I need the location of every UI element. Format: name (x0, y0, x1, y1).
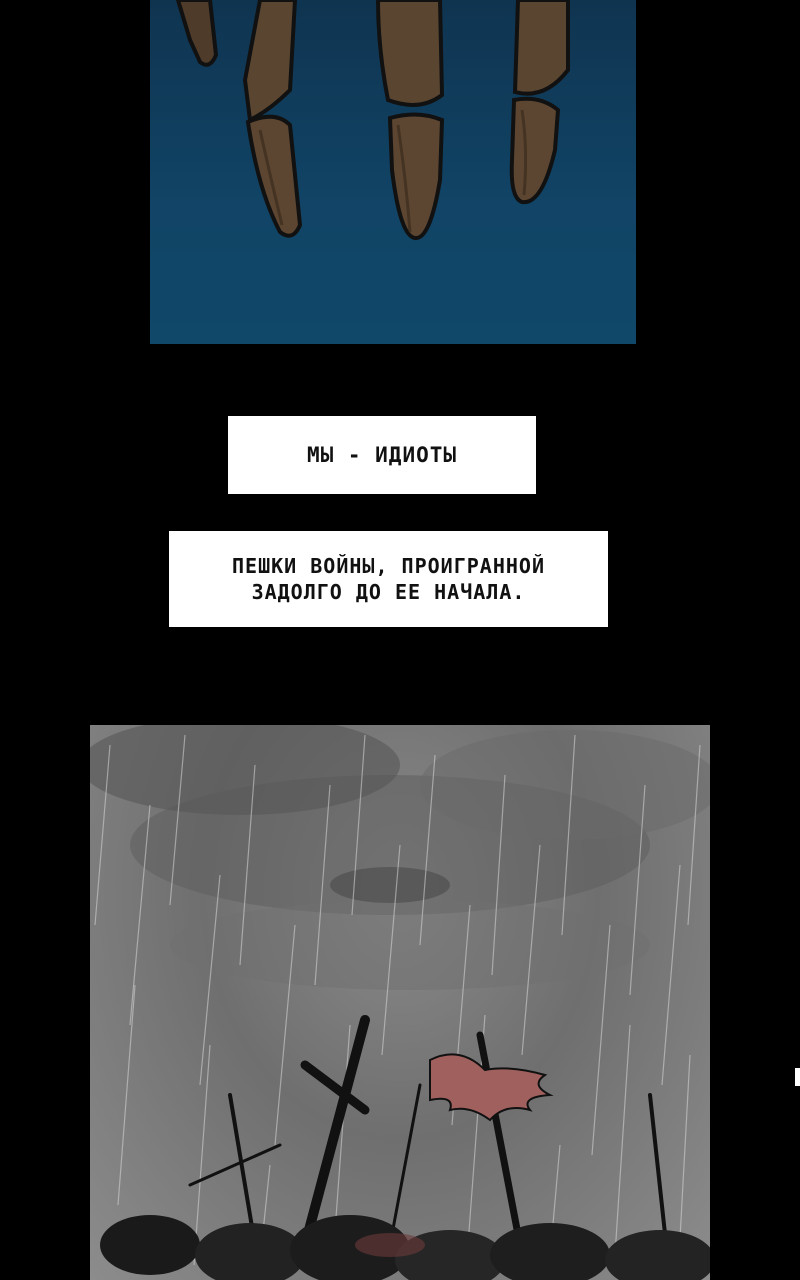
comic-panel-battlefield (90, 725, 710, 1280)
caption-text-1: МЫ - ИДИОТЫ (306, 443, 458, 467)
finger-left-lower (245, 0, 295, 120)
caption-box-1 (228, 416, 536, 494)
finger-right-tip (512, 99, 558, 202)
comic-panel-hand (150, 0, 636, 344)
battlefield-illustration (90, 725, 710, 1280)
finger-middle (378, 0, 442, 105)
tattered-banner (430, 1054, 550, 1120)
hand-illustration (150, 0, 636, 344)
caption-text-2-line-2: ЗАДОЛГО ДО ЕЕ НАЧАЛА. (251, 580, 526, 604)
caption-text-2-line-1: ПЕШКИ ВОЙНЫ, ПРОИГРАННОЙ (232, 554, 545, 578)
finger-left-tip (248, 117, 300, 236)
finger-left (178, 0, 216, 65)
edge-mark (795, 1068, 800, 1086)
fallen-soldiers (100, 1215, 710, 1280)
caption-box-2 (169, 531, 608, 627)
finger-right (515, 0, 568, 94)
